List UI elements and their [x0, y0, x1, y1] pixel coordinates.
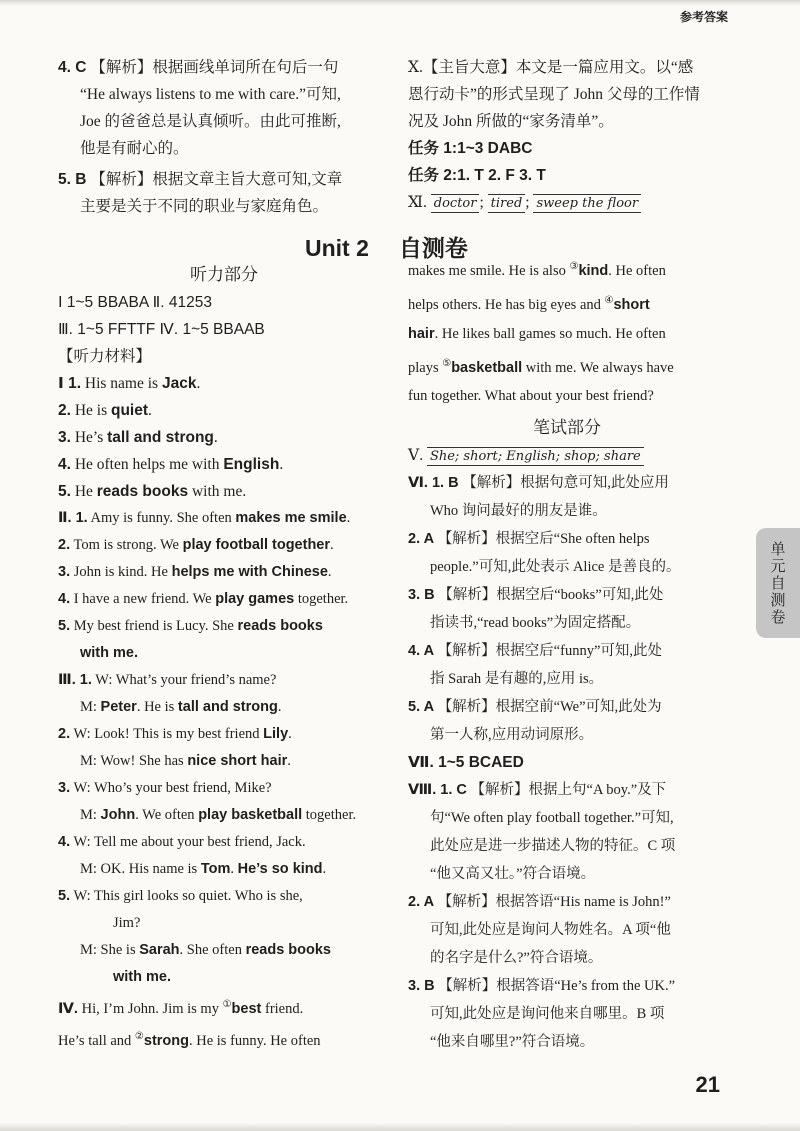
- text-span: W: Look! This is my best friend: [73, 726, 264, 742]
- text-span: 指 Sarah 是有趣的,应用 is。: [430, 671, 604, 688]
- text-span: He’s: [74, 429, 108, 446]
- text-span: ⑤: [442, 357, 452, 369]
- text-span: . He likes ball games so much. He often: [434, 325, 666, 342]
- text-span: “He always listens to me with care.”可知,: [80, 86, 341, 103]
- text-span: .: [196, 375, 201, 392]
- listening-part-2: [58, 505, 390, 667]
- text-span: Ⅷ. 1. C: [408, 782, 467, 799]
- text-span: .: [277, 699, 282, 715]
- text-span: with me.: [188, 483, 247, 500]
- text-span: 4. A: [408, 643, 435, 660]
- text-span: 【解析】根据空后“She often helps: [437, 531, 650, 548]
- text-span: 自测卷: [398, 235, 468, 261]
- text-span: His name is: [84, 375, 162, 392]
- text-span: M:: [80, 699, 101, 715]
- text-span: 3.: [58, 780, 71, 796]
- text-span: Hi, I’m John. Jim is my: [81, 1000, 223, 1017]
- text-span: Tom is strong. We: [73, 537, 183, 553]
- text-span: 单元自测卷: [768, 540, 787, 626]
- text-span: 2. A: [408, 531, 435, 548]
- text-span: 2. A: [408, 894, 435, 911]
- item-left-5: [58, 166, 390, 220]
- text-span: short: [613, 296, 650, 313]
- text-span: together.: [294, 591, 349, 607]
- text-span: W: Tell me about your best friend, Jack.: [73, 834, 306, 850]
- text-span: people.”可知,此处表示 Alice 是善良的。: [430, 559, 681, 576]
- text-span: 【解析】根据上句“A boy.”及下: [470, 782, 667, 799]
- text-span: Sarah: [139, 942, 180, 958]
- text-span: fun together. What about your best friend?: [408, 388, 654, 405]
- text-span: .: [288, 726, 292, 742]
- text-span: basketball: [451, 359, 523, 376]
- text-span: makes me smile. He is also: [408, 262, 570, 279]
- item-left-4: [58, 54, 390, 162]
- text-span: 他是有耐心的。: [80, 140, 189, 157]
- text-span: I have a new friend. We: [73, 591, 216, 607]
- left-column: [58, 54, 390, 1055]
- text-span: John is kind. He: [73, 564, 172, 580]
- section-v: [408, 442, 726, 469]
- text-span: Jim?: [113, 915, 141, 931]
- text-span: . She often: [179, 942, 246, 958]
- written-heading: 笔试部分: [533, 418, 601, 439]
- text-span: friend.: [261, 1000, 304, 1017]
- text-span: tall and strong: [107, 429, 214, 446]
- text-span: He: [74, 483, 97, 500]
- text-span: kind: [578, 262, 609, 279]
- text-span: ④: [604, 294, 614, 306]
- listening-part-4-cont: [408, 252, 726, 411]
- text-span: 第一人称,应用动词原形。: [430, 727, 594, 744]
- text-span: M:: [80, 807, 101, 823]
- text-span: with me. We always have: [522, 359, 674, 376]
- text-span: He’s so kind: [237, 861, 323, 877]
- handwritten-answer-3: sweep the floor: [533, 196, 641, 213]
- text-span: 【解析】根据空后“books”可知,此处: [438, 587, 664, 604]
- text-span: nice short hair: [187, 753, 288, 769]
- text-span: 【解析】根据空前“We”可知,此处为: [437, 699, 662, 716]
- text-span: with me.: [113, 969, 172, 985]
- text-span: 【解析】根据文章主旨大意可知,文章: [90, 171, 343, 188]
- text-span: 2.: [58, 537, 71, 553]
- text-span: Ⅰ 1.: [58, 375, 82, 392]
- text-span: ②: [134, 1030, 144, 1042]
- text-span: 【解析】根据答语“He’s from the UK.”: [438, 978, 676, 995]
- text-span: Ⅹ.: [408, 59, 423, 76]
- text-span: 指读书,“read books”为固定搭配。: [430, 615, 641, 632]
- text-span: .: [279, 456, 284, 473]
- text-span: 句“We often play football together.”可知,: [430, 810, 674, 827]
- text-span: He’s tall and: [58, 1032, 135, 1049]
- text-span: 4. C: [58, 59, 87, 76]
- text-span: strong: [143, 1032, 189, 1049]
- text-span: . He often: [608, 262, 666, 279]
- text-span: Ⅺ.: [408, 194, 427, 211]
- text-span: 【解析】根据空后“funny”可知,此处: [437, 643, 663, 660]
- text-span: W: Who’s your best friend, Mike?: [73, 780, 272, 796]
- text-span: .: [322, 861, 327, 877]
- text-span: Ⅲ. 1.: [58, 672, 92, 688]
- text-span: Unit 2: [305, 235, 369, 261]
- text-span: Ⅵ. 1. B: [408, 475, 459, 492]
- text-span: with me.: [80, 645, 139, 661]
- text-span: best: [231, 1000, 262, 1017]
- handwritten-v-answer: She; short; English; shop; share: [427, 449, 644, 466]
- text-span: 2.: [58, 402, 71, 419]
- text-span: He often helps me with: [74, 456, 224, 473]
- text-span: 5.: [58, 888, 71, 904]
- text-span: Jack: [161, 375, 197, 392]
- text-span: 【主旨大意】本文是一篇应用文。以“感: [422, 59, 694, 76]
- materials-label: 【听力材料】: [58, 348, 152, 365]
- text-span: “他又高又壮。”符合语境。: [430, 866, 596, 883]
- text-span: .: [287, 753, 291, 769]
- text-span: M: She is: [80, 942, 140, 958]
- section-x: [408, 54, 726, 135]
- listening-part-3: [58, 667, 390, 991]
- text-span: He is: [74, 402, 111, 419]
- text-span: English: [223, 456, 280, 473]
- text-span: plays: [408, 359, 443, 376]
- text-span: reads books: [237, 618, 323, 634]
- handwritten-answer-1: doctor: [431, 196, 480, 213]
- text-span: 况及 John 所做的“家务清单”。: [408, 113, 614, 130]
- text-span: ③: [569, 261, 579, 272]
- task-2: 任务 2:1. T 2. F 3. T: [408, 167, 546, 184]
- text-span: .: [148, 402, 152, 419]
- text-span: Ⅴ.: [408, 447, 424, 465]
- text-span: John: [100, 807, 136, 823]
- text-span: My best friend is Lucy. She: [73, 618, 238, 634]
- section-vii: Ⅶ. 1~5 BCAED: [408, 754, 524, 772]
- listening-part-4-start: [58, 991, 390, 1055]
- bottom-edge-shadow: [0, 1123, 800, 1131]
- top-edge-shadow: [0, 0, 800, 6]
- text-span: Tom: [200, 861, 231, 877]
- text-span: Ⅱ. 1.: [58, 510, 88, 526]
- text-span: reads books: [245, 942, 331, 958]
- text-span: .: [213, 429, 218, 446]
- text-span: play basketball: [198, 807, 303, 823]
- text-span: Ⅳ.: [58, 1000, 78, 1017]
- text-span: 2.: [58, 726, 71, 742]
- text-span: 4.: [58, 591, 71, 607]
- listening-part-1: [58, 370, 390, 505]
- text-span: 3. B: [408, 587, 435, 604]
- text-span: W: This girl looks so quiet. Who is she,: [73, 888, 303, 904]
- text-span: together.: [302, 807, 357, 823]
- header-label: 参考答案: [679, 10, 728, 24]
- text-span: Peter: [100, 699, 137, 715]
- text-span: 可知,此处应是询问人物姓名。A 项“他: [430, 922, 671, 939]
- text-span: . We often: [135, 807, 199, 823]
- text-span: . He is: [136, 699, 178, 715]
- text-span: .: [346, 510, 351, 526]
- text-span: makes me smile: [235, 510, 347, 526]
- text-span: 5.: [58, 483, 71, 500]
- section-vi: [408, 469, 726, 749]
- text-span: 此处应是进一步描述人物的特征。C 项: [430, 838, 676, 855]
- text-span: 5.: [58, 618, 71, 634]
- text-span: 4.: [58, 834, 71, 850]
- text-span: quiet: [110, 402, 149, 419]
- text-span: 恩行动卡”的形式呈现了 John 父母的工作情: [408, 86, 700, 103]
- handwritten-answer-2: tired: [488, 196, 526, 213]
- text-span: 5. B: [58, 171, 87, 188]
- text-span: 主要是关于不同的职业与家庭角色。: [80, 198, 329, 215]
- text-span: play games: [215, 591, 295, 607]
- text-span: .: [330, 537, 334, 553]
- text-span: helps others. He has big eyes and: [408, 296, 605, 313]
- text-span: helps me with Chinese: [171, 564, 328, 580]
- right-column: [408, 54, 726, 1056]
- side-tab: [756, 528, 800, 638]
- listening-heading: 听力部分: [190, 265, 258, 285]
- text-span: 可知,此处应是询问他来自哪里。B 项: [430, 1006, 665, 1023]
- section-xi: Ⅺ. doctor ; tired ; sweep the floor: [408, 189, 726, 216]
- page-number: 21: [695, 1072, 720, 1097]
- section-viii: [408, 776, 726, 1056]
- text-span: Joe 的爸爸总是认真倾听。由此可推断,: [80, 113, 341, 130]
- text-span: W: What’s your friend’s name?: [95, 672, 277, 688]
- text-span: tall and strong: [177, 699, 278, 715]
- text-span: “他来自哪里?”符合语境。: [430, 1034, 595, 1051]
- text-span: M: OK. His name is: [80, 861, 201, 877]
- listening-answers-2: Ⅲ. 1~5 FFTTF Ⅳ. 1~5 BBAAB: [58, 321, 265, 338]
- text-span: play football together: [182, 537, 331, 553]
- text-span: Amy is funny. She often: [90, 510, 236, 526]
- text-span: 【解析】根据句意可知,此处应用: [462, 475, 669, 492]
- listening-answers-1: Ⅰ 1~5 BBABA Ⅱ. 41253: [58, 294, 212, 311]
- text-span: 3.: [58, 429, 71, 446]
- text-span: reads books: [96, 483, 189, 500]
- text-span: ①: [222, 999, 232, 1010]
- text-span: 【解析】根据画线单词所在句后一句: [90, 59, 339, 76]
- text-span: 5. A: [408, 699, 435, 716]
- text-span: 3. B: [408, 978, 435, 995]
- text-span: hair: [408, 325, 435, 342]
- text-span: . He is funny. He often: [189, 1032, 321, 1049]
- text-span: M: Wow! She has: [80, 753, 188, 769]
- text-span: 4.: [58, 456, 71, 473]
- text-span: 的名字是什么?”符合语境。: [430, 950, 603, 967]
- text-span: Lily: [263, 726, 289, 742]
- text-span: .: [230, 861, 238, 877]
- text-span: Who 询问最好的朋友是谁。: [430, 503, 607, 520]
- task-1: 任务 1:1~3 DABC: [408, 140, 533, 157]
- text-span: 【解析】根据答语“His name is John!”: [437, 894, 671, 911]
- text-span: .: [327, 564, 332, 580]
- text-span: 3.: [58, 564, 71, 580]
